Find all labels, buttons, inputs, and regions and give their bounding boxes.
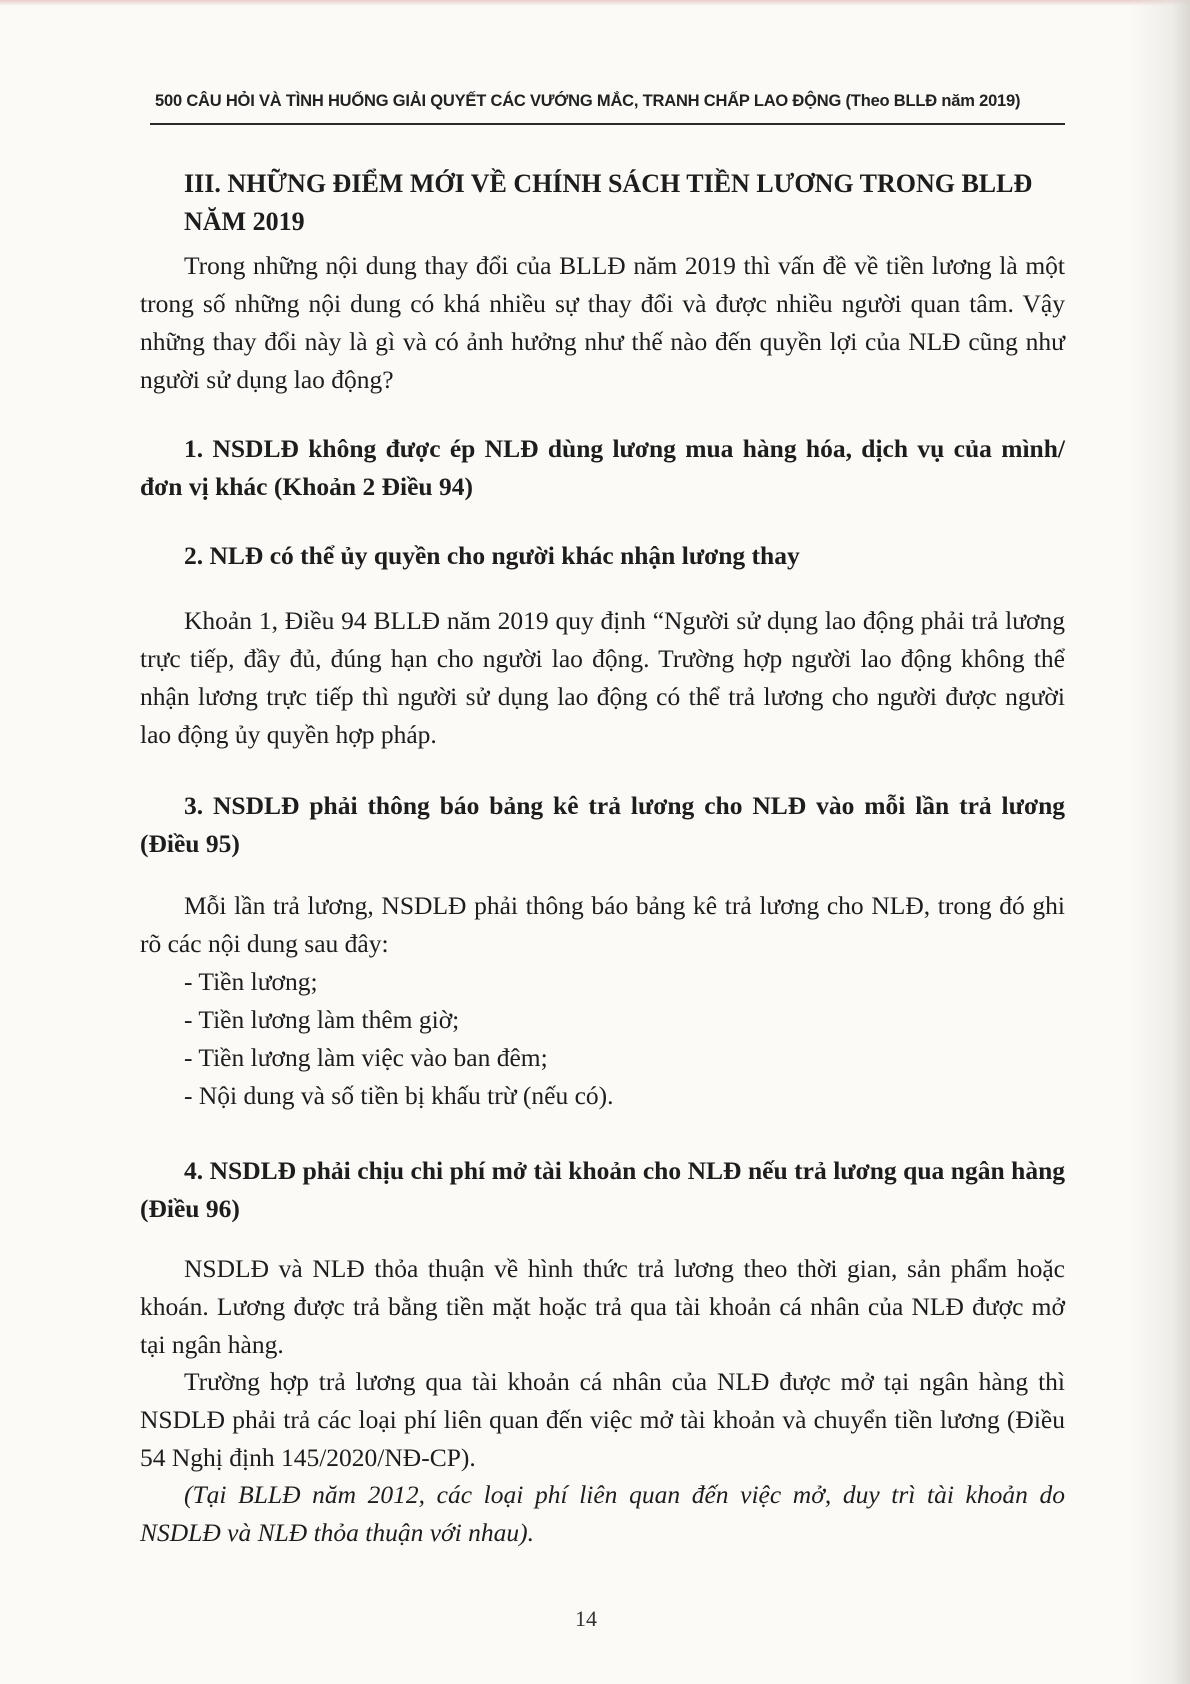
item-3-heading: 3. NSDLĐ phải thông báo bảng kê trả lương cho NLĐ vào mỗi lần trả lương (Điều 95) bbox=[140, 791, 1065, 858]
page-edge-shadow bbox=[1130, 0, 1190, 1684]
item-2-body: Khoản 1, Điều 94 BLLĐ năm 2019 quy định “Người sử dụng lao động phải trả lương trực tiếp, đầy đủ, đúng hạn cho người lao động. Trường hợp người lao động không thể nhận lương trực tiếp thì người sử dụng lao động có thể trả lương cho người được người lao động ủy quyền hợp pháp. bbox=[140, 606, 1065, 749]
section-title: III. NHỮNG ĐIỂM MỚI VỀ CHÍNH SÁCH TIỀN LƯƠNG TRONG BLLĐ NĂM 2019 bbox=[184, 169, 1033, 236]
item-3-body: Mỗi lần trả lương, NSDLĐ phải thông báo bảng kê trả lương cho NLĐ, trong đó ghi rõ các nội dung sau đây: bbox=[140, 891, 1065, 958]
item-2-heading: 2. NLĐ có thể ủy quyền cho người khác nhận lương thay bbox=[184, 541, 800, 570]
item-1-heading: 1. NSDLĐ không được ép NLĐ dùng lương mua hàng hóa, dịch vụ của mình/đơn vị khác (Khoản 2 Điều 94) bbox=[140, 434, 1065, 501]
item-3-list-item: - Tiền lương làm thêm giờ; bbox=[184, 1005, 460, 1034]
header-rule bbox=[150, 123, 1065, 125]
item-3-list-item: - Nội dung và số tiền bị khấu trừ (nếu có). bbox=[184, 1081, 614, 1110]
item-4-body-2: Trường hợp trả lương qua tài khoản cá nhân của NLĐ được mở tại ngân hàng thì NSDLĐ phải trả các loại phí liên quan đến việc mở tài khoản và chuyển tiền lương (Điều 54 Nghị định 145/2020/NĐ-CP). bbox=[140, 1367, 1065, 1472]
item-4-note: (Tại BLLĐ năm 2012, các loại phí liên quan đến việc mở, duy trì tài khoản do NSDLĐ và NLĐ thỏa thuận với nhau). bbox=[140, 1480, 1065, 1547]
item-4-heading: 4. NSDLĐ phải chịu chi phí mở tài khoản cho NLĐ nếu trả lương qua ngân hàng (Điều 96) bbox=[140, 1156, 1065, 1223]
item-3-list-item: - Tiền lương; bbox=[184, 967, 318, 996]
item-3-list-item: - Tiền lương làm việc vào ban đêm; bbox=[184, 1043, 548, 1072]
item-4-body-1: NSDLĐ và NLĐ thỏa thuận về hình thức trả lương theo thời gian, sản phẩm hoặc khoán. Lương được trả bằng tiền mặt hoặc trả qua tài khoản cá nhân của NLĐ được mở tại ngân hàng. bbox=[140, 1254, 1065, 1359]
page-number: 14 bbox=[575, 1606, 597, 1631]
intro-paragraph: Trong những nội dung thay đổi của BLLĐ năm 2019 thì vấn đề về tiền lương là một trong số những nội dung có khá nhiều sự thay đổi và được nhiều người quan tâm. Vậy những thay đổi này là gì và có ảnh hưởng như thế nào đến quyền lợi của NLĐ cũng như người sử dụng lao động? bbox=[140, 251, 1065, 394]
page-top-edge bbox=[0, 0, 1190, 6]
running-header: 500 CÂU HỎI VÀ TÌNH HUỐNG GIẢI QUYẾT CÁC VƯỚNG MẮC, TRANH CHẤP LAO ĐỘNG (Theo BLLĐ năm 2019) bbox=[155, 92, 1021, 110]
